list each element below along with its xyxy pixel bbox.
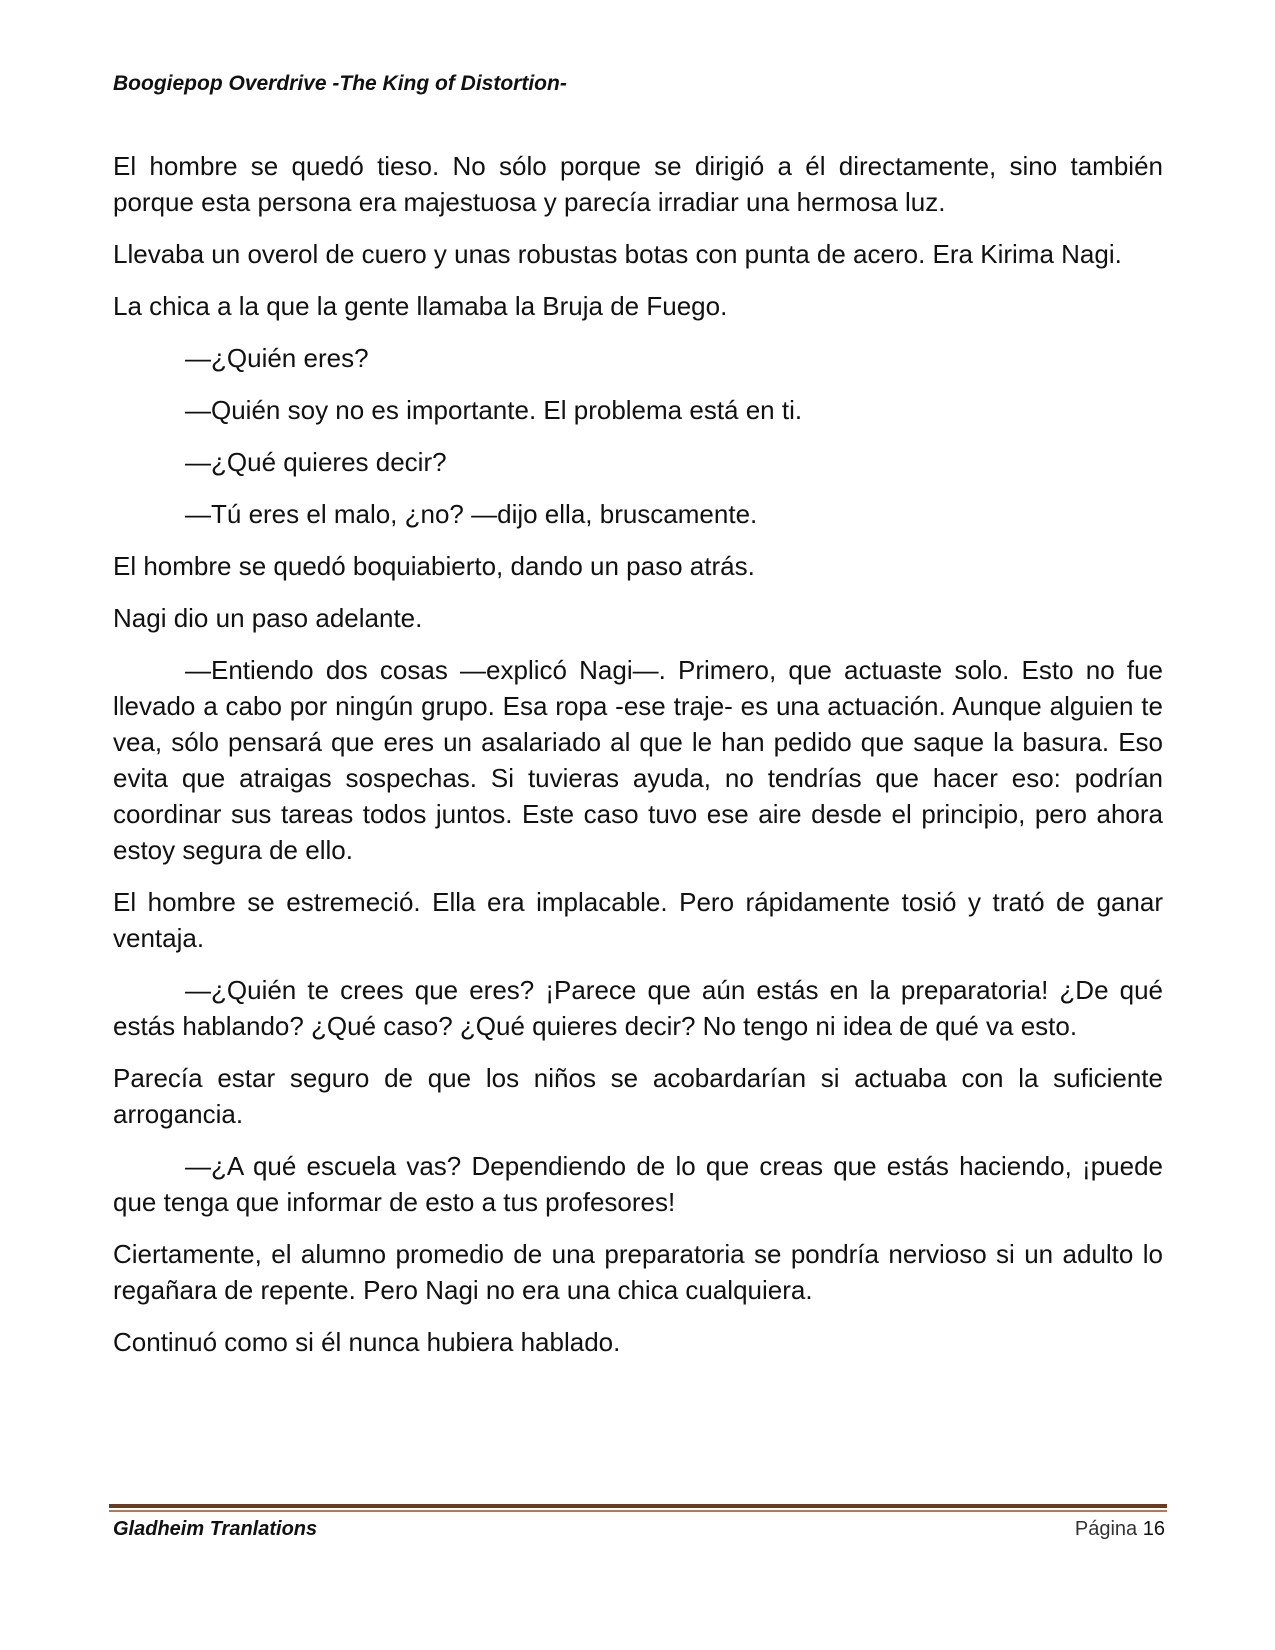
page-body <box>113 148 1163 1376</box>
paragraph: El hombre se estremeció. Ella era implacable. Pero rápidamente tosió y trató de ganar ventaja. <box>113 887 1163 953</box>
dialogue-line: —¿A qué escuela vas? Dependiendo de lo que creas que estás haciendo, ¡puede que tenga que informar de esto a tus profesores! <box>113 1151 1163 1217</box>
dialogue-line: —Quién soy no es importante. El problema está en ti. <box>185 395 803 425</box>
paragraph: La chica a la que la gente llamaba la Bruja de Fuego. <box>113 291 728 321</box>
paragraph: Llevaba un overol de cuero y unas robustas botas con punta de acero. Era Kirima Nagi. <box>113 239 1122 269</box>
footer-divider-thick <box>109 1504 1167 1508</box>
dialogue-line: —Entiendo dos cosas —explicó Nagi—. Primero, que actuaste solo. Esto no fue llevado a cabo por ningún grupo. Esa ropa -ese traje- es una actuación. Aunque alguien te vea, sólo pensará que eres un asalariado al que le han pedido que saque la basura. Eso evita que atraigas sospechas. Si tuvieras ayuda, no tendrías que hacer eso: podrían coordinar sus tareas todos juntos. Este caso tuvo ese aire desde el principio, pero ahora estoy segura de ello. <box>113 655 1163 865</box>
page-number: 16 <box>1142 1518 1165 1540</box>
paragraph: Ciertamente, el alumno promedio de una preparatoria se pondría nervioso si un adulto lo regañara de repente. Pero Nagi no era una chica cualquiera. <box>113 1239 1163 1305</box>
footer-divider-thin <box>109 1510 1167 1512</box>
page-number-block <box>1075 1518 1165 1541</box>
dialogue-line: —Tú eres el malo, ¿no? —dijo ella, bruscamente. <box>185 499 758 529</box>
running-header: Boogiepop Overdrive -The King of Distortion- <box>113 72 567 95</box>
paragraph: Parecía estar seguro de que los niños se acobardarían si actuaba con la suficiente arrogancia. <box>113 1063 1163 1129</box>
paragraph: Continuó como si él nunca hubiera hablado. <box>113 1327 621 1357</box>
dialogue-line: —¿Qué quieres decir? <box>185 447 447 477</box>
dialogue-line: —¿Quién eres? <box>185 343 369 373</box>
paragraph: Nagi dio un paso adelante. <box>113 603 423 633</box>
dialogue-line: —¿Quién te crees que eres? ¡Parece que aún estás en la preparatoria! ¿De qué estás hablando? ¿Qué caso? ¿Qué quieres decir? No tengo ni idea de qué va esto. <box>113 975 1163 1041</box>
paragraph: El hombre se quedó boquiabierto, dando un paso atrás. <box>113 551 755 581</box>
page-label: Página <box>1074 1518 1138 1540</box>
footer-credit: Gladheim Tranlations <box>113 1518 318 1540</box>
paragraph: El hombre se quedó tieso. No sólo porque se dirigió a él directamente, sino también porque esta persona era majestuosa y parecía irradiar una hermosa luz. <box>113 151 1163 217</box>
